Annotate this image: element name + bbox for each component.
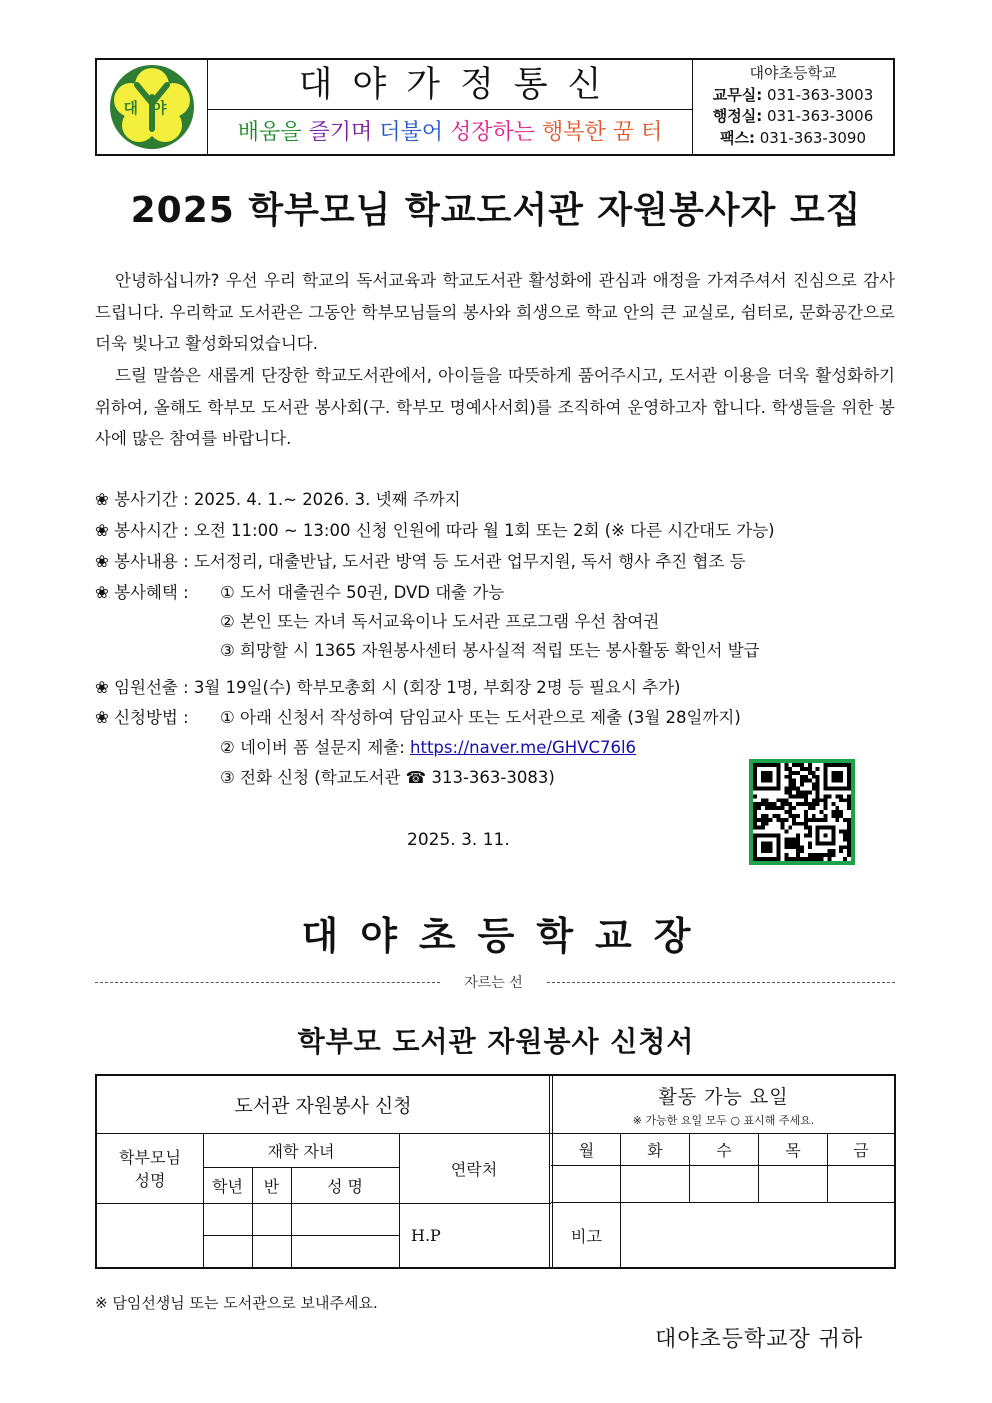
slogan-word: 행복한 xyxy=(542,120,606,145)
slogan-word: 성장하는 xyxy=(450,120,536,145)
phone-input[interactable] xyxy=(399,1204,549,1267)
item-time: ❀ 봉사시간 : 오전 11:00 ~ 13:00 신청 인원에 따라 월 1회 또는 2회 (※ 다른 시간대도 가능) xyxy=(95,521,775,540)
day-thu-input[interactable] xyxy=(759,1166,827,1202)
slogan-word: 꿈 터 xyxy=(612,120,663,145)
grade-label: 학년 xyxy=(212,1176,243,1196)
school-slogan xyxy=(208,111,692,154)
available-days-note: ※ 가능한 요일 모두 ○ 표시해 주세요. xyxy=(632,1113,815,1127)
item-period: ❀ 봉사기간 : 2025. 4. 1.~ 2026. 3. 넷째 주까지 xyxy=(95,490,461,509)
remark-input[interactable] xyxy=(621,1203,894,1267)
item-apply: ❀ 신청방법 : xyxy=(95,708,189,727)
day-tue: 화 xyxy=(647,1140,663,1160)
child-label: 재학 자녀 xyxy=(267,1141,335,1161)
apply-2: ② 네이버 폼 설문지 제출: https://naver.me/GHVC76l6 xyxy=(220,738,637,757)
school-emblem-icon xyxy=(97,60,207,154)
school-name: 대야초등학교 xyxy=(749,64,837,82)
flower-bullet-icon: ❀ xyxy=(95,552,109,571)
principal-signature: 대야초등학교장 xyxy=(301,913,713,958)
contact-line: 행정실: 031-363-3006 xyxy=(712,107,874,125)
slogan-word: 더불어 xyxy=(379,120,443,145)
hp-label: H.P xyxy=(411,1226,441,1245)
application-form-table xyxy=(95,1074,896,1269)
flower-bullet-icon: ❀ xyxy=(95,678,109,697)
class-label: 반 xyxy=(263,1176,280,1196)
item-content: ❀ 봉사내용 : 도서정리, 대출반납, 도서관 방역 등 도서관 업무지원, 독서 행사 추진 협조 등 xyxy=(95,552,746,571)
slogan-word: 즐기며 xyxy=(308,120,373,145)
child-name-label: 성 명 xyxy=(327,1176,363,1196)
day-mon: 월 xyxy=(578,1140,595,1160)
school-logo xyxy=(97,60,208,154)
parent-name-label: 학부모님 성명 xyxy=(119,1148,181,1190)
flower-bullet-icon: ❀ xyxy=(95,521,109,540)
request-paragraph: 드릴 말씀은 새롭게 단장한 학교도서관에서, 아이들을 따뜻하게 품어주시고, 도서관 이용을 더욱 활성화하기 위하여, 올해도 학부모 도서관 봉사회(구. 학부모 명예사서회)를 조직하여 운영하고자 합니다. 학생들을 위한 봉사에 많은 참여를 바랍니다. xyxy=(95,366,895,448)
day-mon-input[interactable] xyxy=(553,1166,620,1202)
day-fri-input[interactable] xyxy=(828,1166,894,1202)
available-days-header: 활동 가능 요일 ※ 가능한 요일 모두 ○ 표시해 주세요. xyxy=(632,1085,815,1127)
day-tue-input[interactable] xyxy=(621,1166,689,1202)
issue-date: 2025. 3. 11. xyxy=(407,830,510,850)
newsletter-title: 대야가정통신 xyxy=(208,60,692,110)
flower-bullet-icon: ❀ xyxy=(95,708,109,727)
letterhead-center xyxy=(208,60,693,154)
parent-name-input[interactable] xyxy=(97,1204,203,1267)
benefit-1: ① 도서 대출권수 50권, DVD 대출 가능 xyxy=(220,583,505,602)
slogan-word: 배움을 xyxy=(237,120,302,145)
volunteer-apply-header: 도서관 자원봉사 신청 xyxy=(234,1095,412,1117)
benefit-3: ③ 희망할 시 1365 자원봉사센터 봉사실적 적립 또는 봉사활동 확인서 발급 xyxy=(220,641,760,660)
cut-line xyxy=(95,972,895,992)
day-wed-input[interactable] xyxy=(690,1166,758,1202)
day-fri: 금 xyxy=(853,1140,869,1160)
item-officer: ❀ 임원선출 : 3월 19일(수) 학부모총회 시 (회장 1명, 부회장 2명 등 필요시 추가) xyxy=(95,678,681,697)
letterhead xyxy=(95,58,895,156)
apply-3: ③ 전화 신청 (학교도서관 ☎ 313-363-3083) xyxy=(220,768,555,787)
apply-1: ① 아래 신청서 작성하여 담임교사 또는 도서관으로 제출 (3월 28일까지) xyxy=(220,708,741,727)
contact-line: 팩스: 031-363-3090 xyxy=(719,128,867,147)
addressee: 대야초등학교장 귀하 xyxy=(655,1327,864,1352)
contact-label: 연락처 xyxy=(450,1159,498,1179)
document-title: 2025 학부모님 학교도서관 자원봉사자 모집 xyxy=(130,190,862,231)
remark-label: 비고 xyxy=(571,1226,602,1246)
intro-paragraph: 안녕하십니까? 우선 우리 학교의 독서교육과 학교도서관 활성화에 관심과 애정을 가져주셔서 진심으로 감사드립니다. 우리학교 도서관은 그동안 학부모님들의 봉사와 희생으로 학교 안의 큰 교실로, 쉼터로, 문화공간으로 더욱 빛나고 활성화되었습니다. xyxy=(95,271,895,353)
flower-bullet-icon: ❀ xyxy=(95,490,109,509)
logo-text: 대야 xyxy=(123,99,181,117)
benefit-2: ② 본인 또는 자녀 독서교육이나 도서관 프로그램 우선 참여권 xyxy=(220,612,660,631)
footnote: ※ 담임선생님 또는 도서관으로 보내주세요. xyxy=(95,1294,378,1312)
contact-info xyxy=(693,60,893,154)
contact-line: 교무실: 031-363-3003 xyxy=(712,85,874,104)
day-thu: 목 xyxy=(785,1140,801,1160)
flower-bullet-icon: ❀ xyxy=(95,583,109,602)
day-wed: 수 xyxy=(716,1140,732,1160)
item-benefit: ❀ 봉사혜택 : xyxy=(95,583,189,602)
form-title: 학부모 도서관 자원봉사 신청서 xyxy=(297,1025,695,1058)
cut-line-label: 자르는 선 xyxy=(464,975,523,991)
naver-form-link[interactable]: https://naver.me/GHVC76l6 xyxy=(410,738,637,757)
qr-code-icon[interactable] xyxy=(749,759,855,865)
